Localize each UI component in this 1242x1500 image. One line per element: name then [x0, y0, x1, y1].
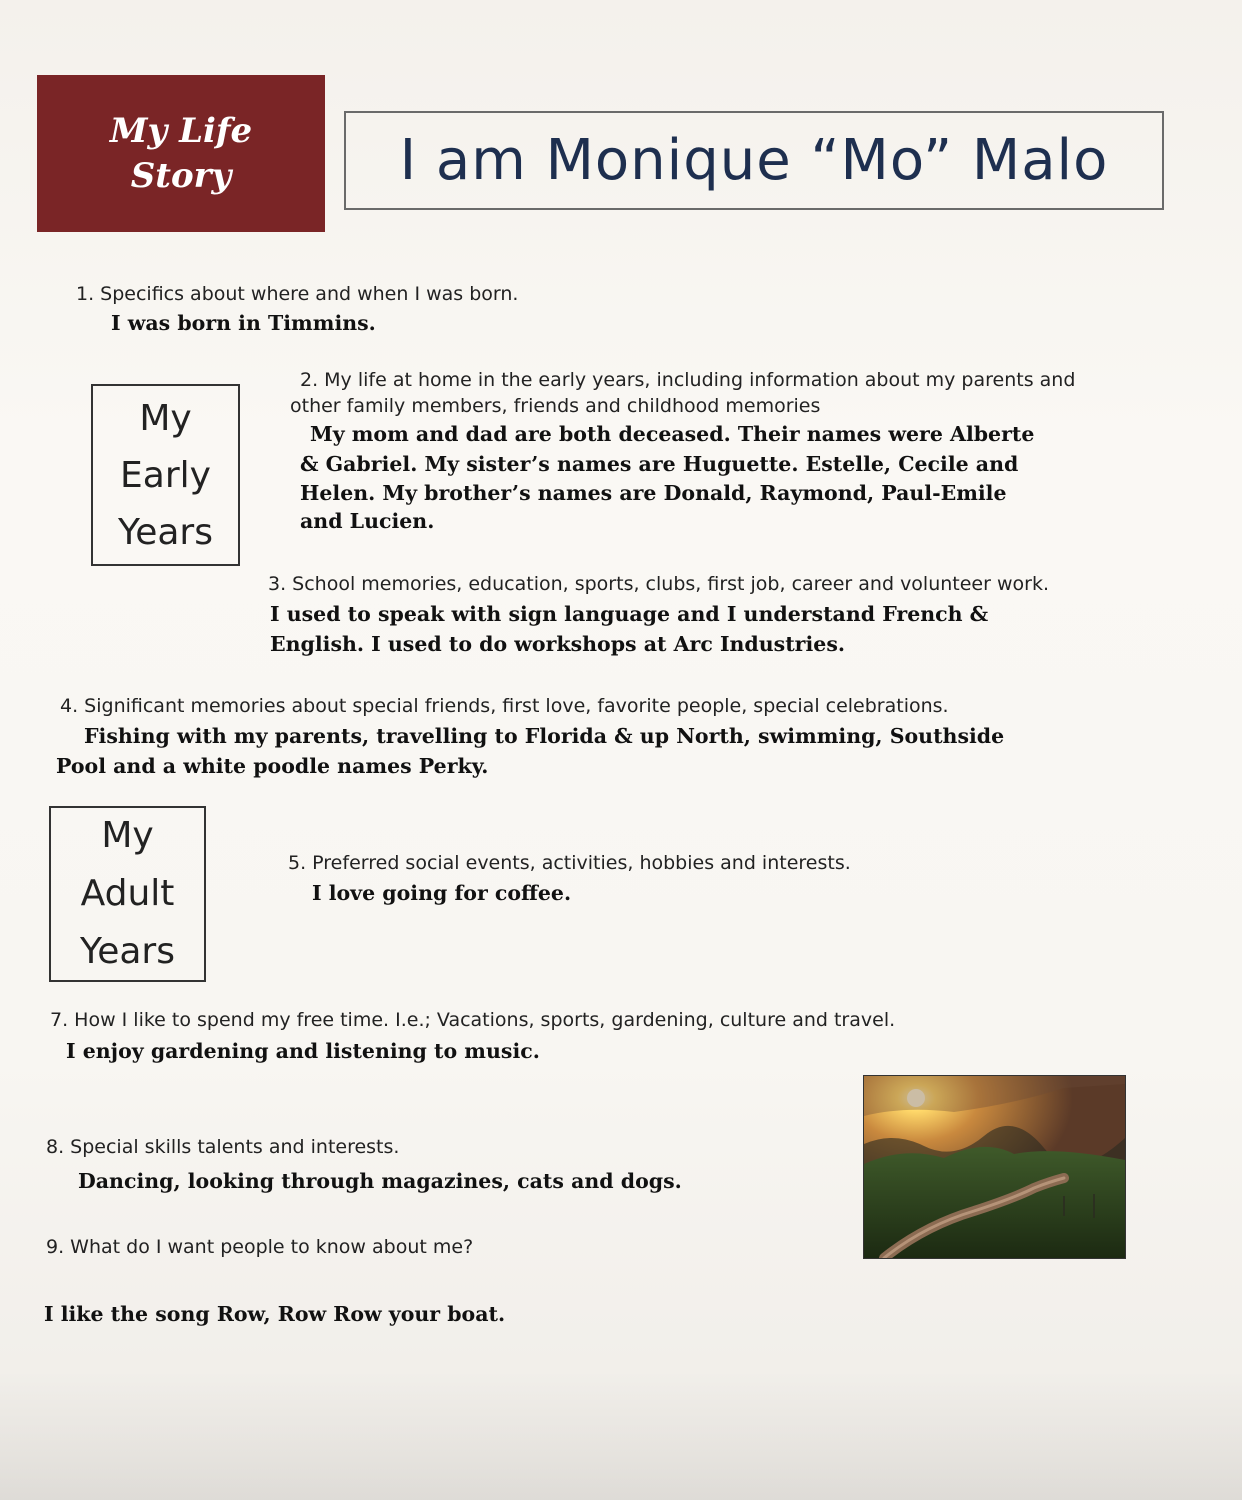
question-4: 4. Significant memories about special friends, first love, favorite people, special celebrations.: [60, 695, 949, 717]
title-box: [344, 111, 1164, 210]
early-line-2: Early: [120, 454, 211, 496]
answer-2-line-4: and Lucien.: [300, 509, 435, 533]
early-line-1: My: [139, 397, 192, 439]
adult-line-3: Years: [80, 931, 175, 972]
label-line-1: My Life: [109, 110, 253, 151]
answer-9: I like the song Row, Row Row your boat.: [44, 1302, 506, 1326]
paper-shadow: [0, 1370, 1242, 1500]
question-1: 1. Specifics about where and when I was born.: [76, 283, 519, 305]
answer-4-line-1: Fishing with my parents, travelling to Florida & up North, swimming, Southside: [84, 724, 1005, 748]
landscape-sunset-road-image: [863, 1075, 1126, 1259]
answer-2-line-2: & Gabriel. My sister’s names are Huguette. Estelle, Cecile and: [300, 452, 1019, 476]
answer-3-line-2: English. I used to do workshops at Arc Industries.: [270, 632, 845, 656]
answer-4-line-2: Pool and a white poodle names Perky.: [56, 754, 489, 778]
my-life-story-label: [37, 75, 325, 232]
label-line-2: Story: [130, 155, 232, 196]
question-2-line-2: other family members, friends and childhood memories: [290, 395, 821, 417]
answer-2-line-3: Helen. My brother’s names are Donald, Raymond, Paul-Emile: [300, 481, 1007, 505]
question-7: 7. How I like to spend my free time. I.e.; Vacations, sports, gardening, culture and travel.: [50, 1009, 896, 1031]
question-5: 5. Preferred social events, activities, hobbies and interests.: [288, 852, 851, 874]
answer-2-line-1: My mom and dad are both deceased. Their names were Alberte: [310, 422, 1035, 446]
question-3: 3. School memories, education, sports, clubs, first job, career and volunteer work.: [268, 573, 1049, 595]
answer-1: I was born in Timmins.: [111, 311, 376, 335]
answer-3-line-1: I used to speak with sign language and I understand French &: [270, 602, 989, 626]
early-line-3: Years: [118, 511, 213, 553]
page-title: I am Monique “Mo” Malo: [399, 128, 1109, 193]
adult-line-2: Adult: [80, 873, 175, 914]
adult-line-1: My: [101, 815, 154, 856]
early-years-label: [91, 384, 240, 566]
question-8: 8. Special skills talents and interests.: [46, 1136, 400, 1158]
question-2-line-1: 2. My life at home in the early years, including information about my parents and: [300, 369, 1076, 391]
answer-8: Dancing, looking through magazines, cats and dogs.: [78, 1169, 682, 1193]
answer-5: I love going for coffee.: [312, 881, 572, 905]
question-9: 9. What do I want people to know about me?: [46, 1236, 474, 1258]
adult-years-label: [49, 806, 206, 982]
answer-7: I enjoy gardening and listening to music.: [66, 1039, 540, 1063]
